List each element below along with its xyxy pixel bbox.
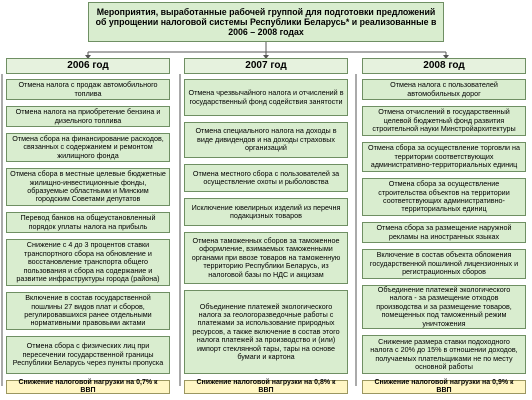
measure-box: Объединение платежей экологического налога за геологоразведочные работы с платежами за использование природных ресурсов, а также включение в состав этого налога платежей за производство и (или) импорт стеклянной тары, тары на основе бумаги и картона: [184, 290, 348, 374]
diagram-title: Мероприятия, выработанные рабочей группой для подготовки предложений об упрощении налоговой системы Республики Беларусь* и реализованные в 2006 – 2008 годах: [88, 2, 444, 42]
tax-burden-reduction-2006: Снижение налоговой нагрузки на 0,7% к ВВП: [6, 380, 170, 394]
measure-box: Перевод банков на общеустановленный порядок уплаты налога на прибыль: [6, 212, 170, 233]
measure-box: Отмена сбора за осуществление строительства объектов на территории соответствующих административно-территориальных единиц: [362, 178, 526, 216]
measure-box: Снижение размера ставки подоходного налога с 20% до 15% в отношении доходов, получаемых плательщиками не по месту основной работы: [362, 335, 526, 374]
measure-box: Отмена сбора за осуществление торговли на территории соответствующих административно-территориальных единиц: [362, 142, 526, 172]
measure-box: Отмена таможенных сборов за таможенное оформление, взимаемых таможенными органами при ввозе товаров на таможенную территорию Республики Беларусь, из налоговой базы по НДС и акцизам: [184, 232, 348, 284]
measure-box: Отмена местного сбора с пользователей за осуществление охоты и рыболовства: [184, 164, 348, 192]
measure-box: Отмена налога на приобретение бензина и дизельного топлива: [6, 106, 170, 127]
measure-box: Отмена сбора за размещение наружной рекламы на иностранных языках: [362, 222, 526, 243]
measure-box: Отмена сбора на финансирование расходов, связанных с содержанием и ремонтом жилищного фонда: [6, 133, 170, 162]
measure-box: Отмена сбора в местные целевые бюджетные жилищно-инвестиционные фонды, образуемые областными и Минским городским Советами депутатов: [6, 168, 170, 206]
measure-box: Отмена специального налога на доходы в виде дивидендов и на доходы страховых организаций: [184, 122, 348, 158]
measure-box: Снижение с 4 до 3 процентов ставки транспортного сбора на обновление и восстановление транспорта общего пользования и сбора на содержание и развитие инфраструктуры города (района): [6, 239, 170, 286]
measure-box: Объединение платежей экологического налога - за размещение отходов производства и за размещение товаров, помещенных под таможенный режим уничтожения: [362, 285, 526, 329]
year-header-2007: 2007 год: [184, 58, 348, 74]
year-header-2008: 2008 год: [362, 58, 526, 74]
tax-burden-reduction-2008: Снижение налоговой нагрузки на 0,9% к ВВП: [362, 380, 526, 394]
measure-box: Отмена налога с пользователей автомобильных дорог: [362, 79, 526, 100]
measure-box: Отмена налога с продаж автомобильного топлива: [6, 79, 170, 100]
measure-box: Отмена отчислений в государственный целевой бюджетный фонд развития строительной науки Минстройархитектуры: [362, 106, 526, 136]
measure-box: Отмена сбора с физических лиц при пересечении государственной границы Республики Беларусь через пункты пропуска: [6, 336, 170, 374]
measure-box: Исключение ювелирных изделий из перечня подакцизных товаров: [184, 198, 348, 226]
measure-box: Включение в состав объекта обложения государственной пошлиной лицензионных и регистрационных сборов: [362, 249, 526, 279]
measure-box: Отмена чрезвычайного налога и отчислений в государственный фонд содействия занятости: [184, 79, 348, 116]
measure-box: Включение в состав государственной пошлины 27 видов плат и сборов, регулировавшихся ранее отдельными нормативными правовыми актами: [6, 292, 170, 330]
tax-burden-reduction-2007: Снижение налоговой нагрузки на 0,8% к ВВП: [184, 380, 348, 394]
year-header-2006: 2006 год: [6, 58, 170, 74]
